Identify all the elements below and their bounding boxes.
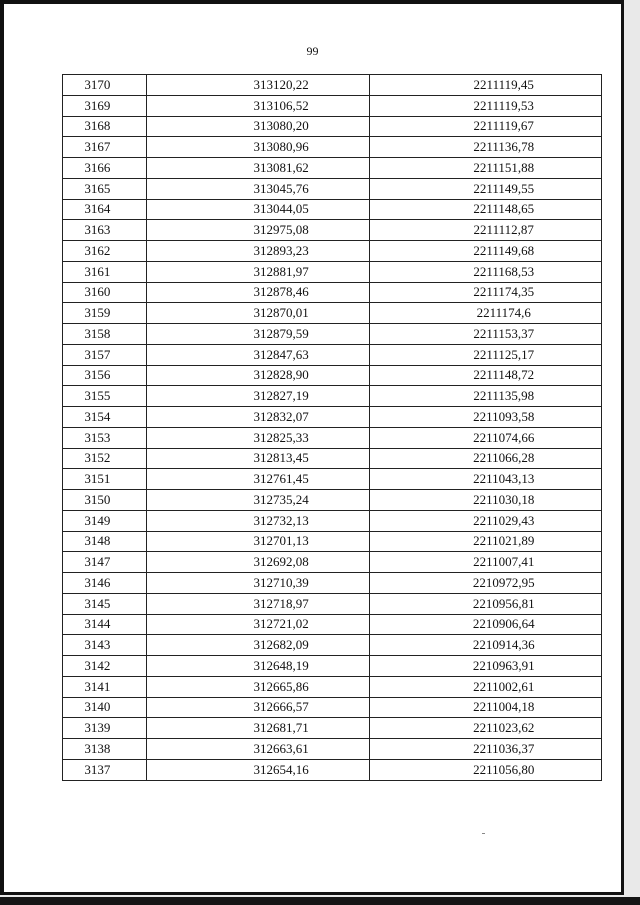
y-coordinate-cell: 2210963,91 — [370, 656, 602, 677]
y-coordinate-cell: 2211007,41 — [370, 552, 602, 573]
table-row — [63, 759, 602, 780]
coordinates-table-body — [63, 75, 602, 781]
y-coordinate-cell: 2210972,95 — [370, 573, 602, 594]
x-coordinate-cell: 312893,23 — [146, 241, 370, 262]
x-coordinate-cell: 312654,16 — [146, 759, 370, 780]
point-id-cell: 3139 — [63, 718, 147, 739]
x-coordinate-cell: 312692,08 — [146, 552, 370, 573]
point-id-cell: 3154 — [63, 407, 147, 428]
table-row — [63, 593, 602, 614]
table-row — [63, 697, 602, 718]
x-coordinate-cell: 312813,45 — [146, 448, 370, 469]
y-coordinate-cell: 2211148,72 — [370, 365, 602, 386]
table-row — [63, 199, 602, 220]
y-coordinate-cell: 2211036,37 — [370, 739, 602, 760]
y-coordinate-cell: 2211119,67 — [370, 116, 602, 137]
point-id-cell: 3165 — [63, 178, 147, 199]
point-id-cell: 3151 — [63, 469, 147, 490]
x-coordinate-cell: 312879,59 — [146, 324, 370, 345]
x-coordinate-cell: 312732,13 — [146, 510, 370, 531]
x-coordinate-cell: 312847,63 — [146, 344, 370, 365]
y-coordinate-cell: 2211030,18 — [370, 490, 602, 511]
point-id-cell: 3152 — [63, 448, 147, 469]
y-coordinate-cell: 2211074,66 — [370, 427, 602, 448]
y-coordinate-cell: 2211136,78 — [370, 137, 602, 158]
x-coordinate-cell: 312701,13 — [146, 531, 370, 552]
y-coordinate-cell: 2211023,62 — [370, 718, 602, 739]
x-coordinate-cell: 312682,09 — [146, 635, 370, 656]
point-id-cell: 3142 — [63, 656, 147, 677]
x-coordinate-cell: 312648,19 — [146, 656, 370, 677]
x-coordinate-cell: 312665,86 — [146, 676, 370, 697]
x-coordinate-cell: 313106,52 — [146, 95, 370, 116]
table-row — [63, 137, 602, 158]
y-coordinate-cell: 2211021,89 — [370, 531, 602, 552]
y-coordinate-cell: 2211135,98 — [370, 386, 602, 407]
table-row — [63, 718, 602, 739]
table-row — [63, 676, 602, 697]
point-id-cell: 3155 — [63, 386, 147, 407]
y-coordinate-cell: 2211056,80 — [370, 759, 602, 780]
table-row — [63, 303, 602, 324]
scan-speck — [482, 833, 485, 834]
table-row — [63, 407, 602, 428]
x-coordinate-cell: 312718,97 — [146, 593, 370, 614]
x-coordinate-cell: 312666,57 — [146, 697, 370, 718]
x-coordinate-cell: 312710,39 — [146, 573, 370, 594]
table-row — [63, 573, 602, 594]
x-coordinate-cell: 313080,96 — [146, 137, 370, 158]
point-id-cell: 3153 — [63, 427, 147, 448]
table-row — [63, 95, 602, 116]
table-row — [63, 75, 602, 96]
y-coordinate-cell: 2211149,55 — [370, 178, 602, 199]
table-row — [63, 365, 602, 386]
point-id-cell: 3157 — [63, 344, 147, 365]
table-row — [63, 386, 602, 407]
y-coordinate-cell: 2211093,58 — [370, 407, 602, 428]
x-coordinate-cell: 312721,02 — [146, 614, 370, 635]
table-row — [63, 158, 602, 179]
table-row — [63, 220, 602, 241]
point-id-cell: 3164 — [63, 199, 147, 220]
y-coordinate-cell: 2211066,28 — [370, 448, 602, 469]
x-coordinate-cell: 313081,62 — [146, 158, 370, 179]
table-row — [63, 614, 602, 635]
x-coordinate-cell: 312681,71 — [146, 718, 370, 739]
table-row — [63, 656, 602, 677]
point-id-cell: 3166 — [63, 158, 147, 179]
table-row — [63, 324, 602, 345]
page-number: 99 — [306, 44, 319, 58]
point-id-cell: 3150 — [63, 490, 147, 511]
point-id-cell: 3149 — [63, 510, 147, 531]
point-id-cell: 3163 — [63, 220, 147, 241]
y-coordinate-cell: 2211174,6 — [370, 303, 602, 324]
point-id-cell: 3148 — [63, 531, 147, 552]
point-id-cell: 3170 — [63, 75, 147, 96]
x-coordinate-cell: 312663,61 — [146, 739, 370, 760]
y-coordinate-cell: 2211119,53 — [370, 95, 602, 116]
y-coordinate-cell: 2211002,61 — [370, 676, 602, 697]
table-row — [63, 116, 602, 137]
table-row — [63, 241, 602, 262]
x-coordinate-cell: 312825,33 — [146, 427, 370, 448]
table-row — [63, 531, 602, 552]
point-id-cell: 3145 — [63, 593, 147, 614]
x-coordinate-cell: 312878,46 — [146, 282, 370, 303]
y-coordinate-cell: 2211151,88 — [370, 158, 602, 179]
y-coordinate-cell: 2211119,45 — [370, 75, 602, 96]
point-id-cell: 3147 — [63, 552, 147, 573]
x-coordinate-cell: 312761,45 — [146, 469, 370, 490]
y-coordinate-cell: 2211174,35 — [370, 282, 602, 303]
x-coordinate-cell: 313044,05 — [146, 199, 370, 220]
x-coordinate-cell: 312735,24 — [146, 490, 370, 511]
point-id-cell: 3137 — [63, 759, 147, 780]
table-row — [63, 510, 602, 531]
x-coordinate-cell: 312828,90 — [146, 365, 370, 386]
y-coordinate-cell: 2210914,36 — [370, 635, 602, 656]
point-id-cell: 3160 — [63, 282, 147, 303]
y-coordinate-cell: 2211125,17 — [370, 344, 602, 365]
point-id-cell: 3141 — [63, 676, 147, 697]
table-row — [63, 282, 602, 303]
table-row — [63, 344, 602, 365]
x-coordinate-cell: 313045,76 — [146, 178, 370, 199]
table-row — [63, 490, 602, 511]
y-coordinate-cell: 2211043,13 — [370, 469, 602, 490]
y-coordinate-cell: 2211029,43 — [370, 510, 602, 531]
coordinates-table — [62, 74, 602, 781]
point-id-cell: 3158 — [63, 324, 147, 345]
y-coordinate-cell: 2211112,87 — [370, 220, 602, 241]
table-row — [63, 635, 602, 656]
y-coordinate-cell: 2210956,81 — [370, 593, 602, 614]
table-row — [63, 739, 602, 760]
x-coordinate-cell: 313120,22 — [146, 75, 370, 96]
y-coordinate-cell: 2211004,18 — [370, 697, 602, 718]
point-id-cell: 3138 — [63, 739, 147, 760]
table-row — [63, 261, 602, 282]
y-coordinate-cell: 2211148,65 — [370, 199, 602, 220]
point-id-cell: 3140 — [63, 697, 147, 718]
x-coordinate-cell: 312827,19 — [146, 386, 370, 407]
point-id-cell: 3161 — [63, 261, 147, 282]
point-id-cell: 3162 — [63, 241, 147, 262]
point-id-cell: 3143 — [63, 635, 147, 656]
table-row — [63, 469, 602, 490]
x-coordinate-cell: 312832,07 — [146, 407, 370, 428]
point-id-cell: 3159 — [63, 303, 147, 324]
scan-bottom-edge — [0, 897, 640, 905]
y-coordinate-cell: 2210906,64 — [370, 614, 602, 635]
x-coordinate-cell: 313080,20 — [146, 116, 370, 137]
table-row — [63, 448, 602, 469]
point-id-cell: 3169 — [63, 95, 147, 116]
x-coordinate-cell: 312881,97 — [146, 261, 370, 282]
point-id-cell: 3167 — [63, 137, 147, 158]
x-coordinate-cell: 312870,01 — [146, 303, 370, 324]
point-id-cell: 3156 — [63, 365, 147, 386]
point-id-cell: 3146 — [63, 573, 147, 594]
y-coordinate-cell: 2211153,37 — [370, 324, 602, 345]
table-row — [63, 552, 602, 573]
table-row — [63, 178, 602, 199]
table-row — [63, 427, 602, 448]
x-coordinate-cell: 312975,08 — [146, 220, 370, 241]
point-id-cell: 3144 — [63, 614, 147, 635]
point-id-cell: 3168 — [63, 116, 147, 137]
y-coordinate-cell: 2211149,68 — [370, 241, 602, 262]
y-coordinate-cell: 2211168,53 — [370, 261, 602, 282]
